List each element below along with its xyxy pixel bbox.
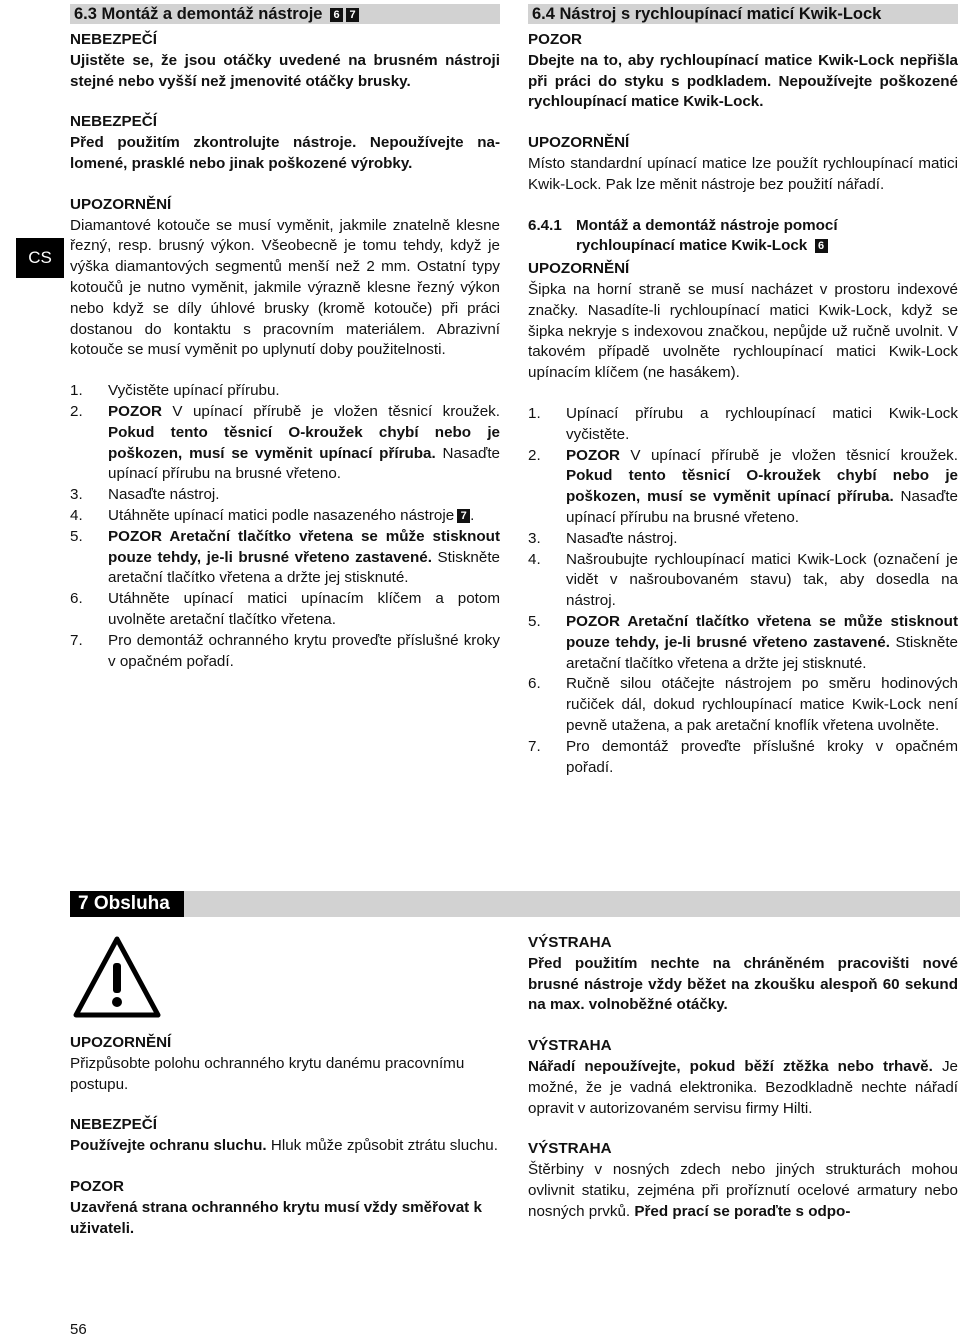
- warning-label: VÝSTRAHA: [528, 1140, 612, 1158]
- step-item: 6. Ručně silou otáčejte nástrojem po směru hodinových ručiček dál, dokud rychloupínací matice Kwik-Lock není pevně utažena, a pak aretační knoflík vřetena uvolněte.: [528, 675, 958, 734]
- subsection-number: 6.4.1: [528, 216, 562, 234]
- warning-text: Nářadí nepoužívejte, pokud běží ztěžka nebo trhavě. Je možné, že je vadná elektronika. Bezodkladně nechte nářadí opravit v autorizovaném servisu firmy Hilti.: [528, 1057, 958, 1117]
- section-7-heading: [70, 891, 960, 917]
- warning-text: Před použitím nechte na chráněném pracovišti nové brusné nástroje vždy běžet na zkoušku alespoň 60 sekund na max. volnoběžné otáčky.: [528, 954, 958, 1014]
- danger-text: Ujistěte se, že jsou otáčky uvedené na brusném nástroji stejné nebo vyšší než jmenovité otáčky brusky.: [70, 51, 500, 90]
- section-heading: [70, 4, 500, 24]
- caution-text: Dbejte na to, aby rychloupínací matice Kwik-Lock nepřišla při práci do styku s podkladem. Nepoužívejte poškozené rychloupínací matice Kwik-Lock.: [528, 51, 958, 111]
- section-7-left: [70, 1033, 500, 1259]
- step-item: 1. Upínací přírubu a rychloupínací matici Kwik-Lock vyčistěte.: [528, 404, 958, 443]
- note-text: Přizpůsobte polohu ochranného krytu danému pracovnímu postupu.: [70, 1054, 465, 1093]
- danger-label: NEBEZPEČÍ: [70, 113, 157, 131]
- step-item: 7. Pro demontáž proveďte příslušné kroky v opačném pořadí.: [528, 737, 958, 776]
- step-item: 3. Nasaďte nástroj.: [528, 529, 678, 547]
- section-6-3: [70, 4, 500, 672]
- step-item: 1. Vyčistěte upínací přírubu.: [70, 382, 280, 400]
- figure-ref: 7: [346, 8, 359, 22]
- warning-block: [528, 933, 958, 1016]
- warning-block: [528, 1036, 958, 1119]
- step-list: [70, 381, 500, 672]
- heading-text: 6.3 Montáž a demontáž nástroje: [74, 5, 323, 23]
- note-block: [528, 259, 958, 384]
- step-list: [528, 404, 958, 778]
- subsection-heading: 6.4.1 Montáž a demontáž nástroje pomocí rychloupínací matice Kwik-Lock 6: [528, 216, 838, 255]
- step-item: 4. Našroubujte rychloupínací matici Kwik-Lock (označení je vidět v našroubovaném stavu) tak, aby dosedla na nástroj.: [528, 550, 958, 610]
- caution-block: [528, 30, 958, 113]
- danger-block: [70, 1115, 500, 1157]
- caution-label: POZOR: [70, 1177, 125, 1195]
- warning-text: Štěrbiny v nosných zdech nebo jiných strukturách mohou ovlivnit statiku, zejména při proříznutí ocelové armatury nebo nosných prvků. Před prací se poraďte s odpo-: [528, 1161, 958, 1220]
- step-item: 6. Utáhněte upínací matici upínacím klíčem a potom uvolněte aretační tlačítko vřetena.: [70, 590, 500, 628]
- note-block: [528, 133, 958, 195]
- warning-block: [528, 1139, 958, 1222]
- step-item: 3. Nasaďte nástroj.: [70, 486, 220, 504]
- danger-text: Před použitím zkontrolujte nástroje. Nepoužívejte nalomené, prasklé nebo jinak poškozené výrobky.: [70, 134, 500, 172]
- danger-block: [70, 30, 500, 92]
- note-text: Místo standardní upínací matice lze použít rychloupínací matici Kwik-Lock. Pak lze měnit nástroje bez použití nářadí.: [528, 154, 958, 193]
- caution-text: Uzavřená strana ochranného krytu musí vždy směřovat k uživateli.: [70, 1198, 482, 1237]
- section-7-title: 7 Obsluha: [70, 891, 184, 917]
- language-tab: CS: [16, 238, 64, 278]
- section-6-4: [528, 4, 958, 778]
- danger-text: Používejte ochranu sluchu. Hluk může způsobit ztrátu sluchu.: [70, 1137, 498, 1155]
- danger-block: [70, 112, 500, 174]
- note-label: UPOZORNĚNÍ: [528, 134, 630, 152]
- danger-label: NEBEZPEČÍ: [70, 1116, 157, 1134]
- caution-block: [70, 1177, 500, 1239]
- section-heading: [528, 4, 958, 24]
- step-item: 5. POZOR Aretační tlačítko vřetena se může stisknout pouze tehdy, je-li brusné vřeteno zastavené. Stiskněte aretační tlačítko vřetena a držte jej stisknuté.: [528, 612, 958, 672]
- figure-ref: 6: [330, 8, 343, 22]
- note-block: [70, 195, 500, 361]
- heading-text: 6.4 Nástroj s rychloupínací maticí Kwik-Lock: [532, 5, 882, 23]
- note-text: Diamantové kotouče se musí vyměnit, jakmile znatelně klesne řezný, resp. brusný výkon. Všeobecně je tomu tehdy, když je výška diamantových segmentů menší než 2 mm. Ostatní typy kotoučů je nutno vyměnit, jakmile výrazně klesne řezný výkon nebo když se díly úhlové brusky (kromě kotouče) při práci dostanou do kontaktu s pracovním materiálem. Abrazivní kotouče se musí vyměnit po uplynutí doby použitelnosti.: [70, 216, 500, 359]
- step-item: 2. POZOR V upínací přírubě je vložen těsnicí kroužek. Pokud tento těsnicí O-kroužek chybí nebo je poškozen, musí se vyměnit upínací příruba. Nasaďte upínací přírubu na brusné vřeteno.: [70, 402, 500, 483]
- step-item: 7. Pro demontáž ochranného krytu proveďte příslušné kroky v opačném pořadí.: [70, 631, 500, 670]
- step-item: 5. POZOR Aretační tlačítko vřetena se může stisknout pouze tehdy, je-li brusné vřeteno zastavené. Stiskněte aretační tlačítko vřetena a držte jej stisknuté.: [70, 527, 500, 587]
- note-label: UPOZORNĚNÍ: [70, 195, 172, 213]
- warning-triangle-icon: [72, 935, 162, 1019]
- note-text: Šipka na horní straně se musí nacházet v prostoru indexové značky. Nasadíte-li rychloupínací matici Kwik-Lock, když se šipka nekryje s indexovou značkou, nepůjde už ručně uvolnit. V takovém případě uvolněte rychloupínací matici Kwik-Lock upínacím klíčem (ne hasákem).: [528, 280, 958, 382]
- page-number: 56: [70, 1321, 87, 1338]
- caution-label: POZOR: [528, 31, 583, 48]
- step-item: 2. POZOR V upínací přírubě je vložen těsnicí kroužek. Pokud tento těsnicí O-kroužek chybí nebo je poškozen, musí se vyměnit upínací příruba. Nasaďte upínací přírubu na brusné vřeteno.: [528, 446, 958, 526]
- note-block: [70, 1033, 500, 1095]
- danger-label: NEBEZPEČÍ: [70, 31, 157, 48]
- figure-ref: 7: [457, 509, 470, 523]
- warning-label: VÝSTRAHA: [528, 934, 612, 951]
- figure-ref: 6: [815, 239, 828, 253]
- note-label: UPOZORNĚNÍ: [70, 1034, 172, 1051]
- warning-label: VÝSTRAHA: [528, 1037, 612, 1055]
- section-7-right: [528, 933, 958, 1243]
- note-label: UPOZORNĚNÍ: [528, 260, 630, 278]
- step-item: 4. Utáhněte upínací matici podle nasazeného nástroje 7 .: [70, 506, 475, 524]
